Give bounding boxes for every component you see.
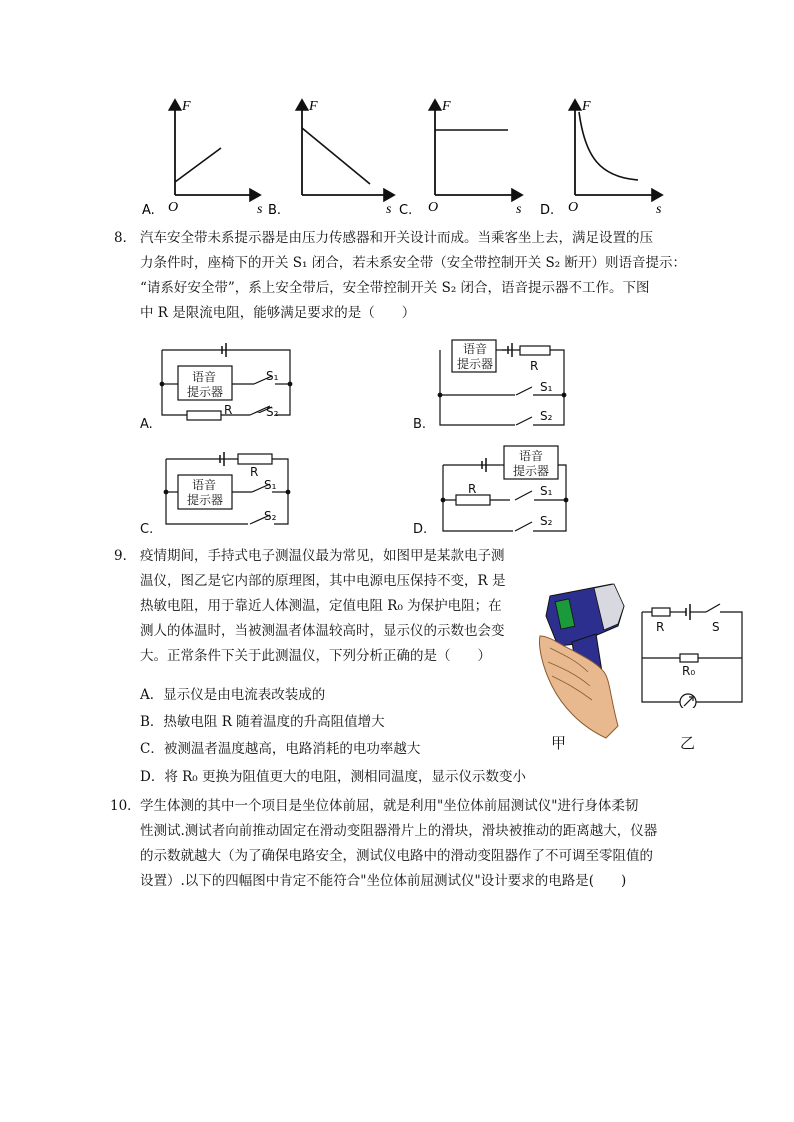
device-label: 语音	[192, 478, 217, 492]
device-label: 语音	[192, 370, 217, 384]
axis-f-label: F	[582, 99, 591, 114]
s1-label: S₁	[264, 478, 277, 492]
device-label: 语音	[463, 342, 488, 356]
option-d-label: D.	[413, 522, 428, 537]
option-d-label: D.	[540, 203, 555, 218]
s1-label: S₁	[266, 369, 279, 383]
choice-d[interactable]: D．将 R₀ 更换为阻值更大的电阻，测相同温度，显示仪示数变小	[140, 769, 526, 785]
question-9	[114, 544, 528, 669]
question-10	[110, 794, 658, 894]
axis-s-label: s	[257, 202, 263, 217]
option-b-label: B.	[268, 203, 282, 218]
choice-c[interactable]: C．被测温者温度越高，电路消耗的电功率越大	[140, 741, 421, 757]
question-text-line: 学生体测的其中一个项目是坐位体前屈，就是利用"坐位体前屈测试仪"进行身体柔韧	[140, 798, 639, 814]
axis-f-label: F	[442, 99, 451, 114]
origin-label: O	[568, 200, 579, 215]
question-number: 10．	[110, 798, 141, 814]
graph-d	[540, 99, 662, 218]
option-c-label: C.	[399, 203, 413, 218]
graph-b	[268, 99, 394, 218]
question-number: 8．	[114, 230, 137, 246]
question-text-line: 热敏电阻，用于靠近人体测温，定值电阻 R₀ 为保护电阻；在	[140, 598, 502, 614]
axis-f-label: F	[182, 99, 191, 114]
question-text-line: 大。正常条件下关于此测温仪，下列分析正确的是（ ）	[140, 648, 491, 664]
s2-label: S₂	[540, 409, 553, 423]
option-a-label: A.	[142, 203, 155, 218]
device-label: 提示器	[187, 385, 224, 399]
r0-label: R₀	[682, 664, 696, 678]
thermometer-circuit	[636, 598, 748, 708]
question-number: 9．	[114, 548, 137, 564]
choice-a[interactable]: A．显示仪是由电流表改装成的	[140, 687, 326, 703]
option-a-label: A.	[140, 417, 153, 432]
origin-label: O	[428, 200, 439, 215]
device-label: 语音	[519, 449, 544, 463]
r-label: R	[656, 620, 665, 634]
force-distance-graphs	[130, 92, 690, 220]
device-label: 提示器	[457, 357, 494, 371]
s1-label: S₁	[540, 484, 553, 498]
thermometer-illustration	[532, 576, 637, 756]
origin-label: O	[168, 200, 179, 215]
device-label: 提示器	[513, 464, 550, 478]
axis-s-label: s	[516, 202, 522, 217]
question-text-line: 的示数就越大（为了确保电路安全，测试仪电路中的滑动变阻器作了不可调至零阻值的	[140, 848, 653, 864]
option-c-label: C.	[140, 522, 154, 537]
choice-b[interactable]: B．热敏电阻 R 随着温度的升高阻值增大	[140, 714, 385, 730]
figure-yi-label: 乙	[680, 734, 696, 752]
axis-f-label: F	[309, 99, 318, 114]
question-text-line: “请系好安全带”，系上安全带后，安全带控制开关 S₂ 闭合，语音提示器不工作。下图	[140, 280, 650, 296]
device-label: 提示器	[187, 493, 224, 507]
s1-label: S₁	[540, 380, 553, 394]
graph-c	[399, 99, 522, 218]
question-8	[114, 226, 686, 326]
q8-circuit-options	[130, 334, 600, 544]
question-text-line: 中 R 是限流电阻，能够满足要求的是（ ）	[140, 305, 416, 321]
option-b-label: B.	[413, 417, 427, 432]
question-text-line: 温仪，图乙是它内部的原理图，其中电源电压保持不变，R 是	[140, 573, 506, 589]
r-label: R	[468, 482, 477, 496]
axis-s-label: s	[386, 202, 392, 217]
question-text-line: 疫情期间，手持式电子测温仪最为常见，如图甲是某款电子测	[140, 548, 505, 564]
question-text-line: 设置）.以下的四幅图中肯定不能符合"坐位体前屈测试仪"设计要求的电路是( )	[140, 873, 627, 889]
r-label: R	[224, 403, 233, 417]
question-text-line: 性测试.测试者向前推动固定在滑动变阻器滑片上的滑块，滑块被推动的距离越大，仪器	[140, 823, 658, 839]
axis-s-label: s	[656, 202, 662, 217]
figure-jia-label: 甲	[551, 734, 567, 752]
s2-label: S₂	[264, 509, 277, 523]
question-text-line: 汽车安全带未系提示器是由压力传感器和开关设计而成。当乘客坐上去，满足设置的压	[140, 230, 653, 246]
r-label: R	[250, 465, 259, 479]
question-text-line: 力条件时，座椅下的开关 S₁ 闭合，若未系安全带（安全带控制开关 S₂ 断开）则语音提示：	[140, 255, 686, 271]
r-label: R	[530, 359, 539, 373]
s-label: S	[712, 620, 720, 634]
graph-a	[142, 99, 263, 218]
s2-label: S₂	[266, 405, 279, 419]
question-text-line: 测人的体温时，当被测温者体温较高时，显示仪的示数也会变	[140, 623, 505, 639]
s2-label: S₂	[540, 514, 553, 528]
